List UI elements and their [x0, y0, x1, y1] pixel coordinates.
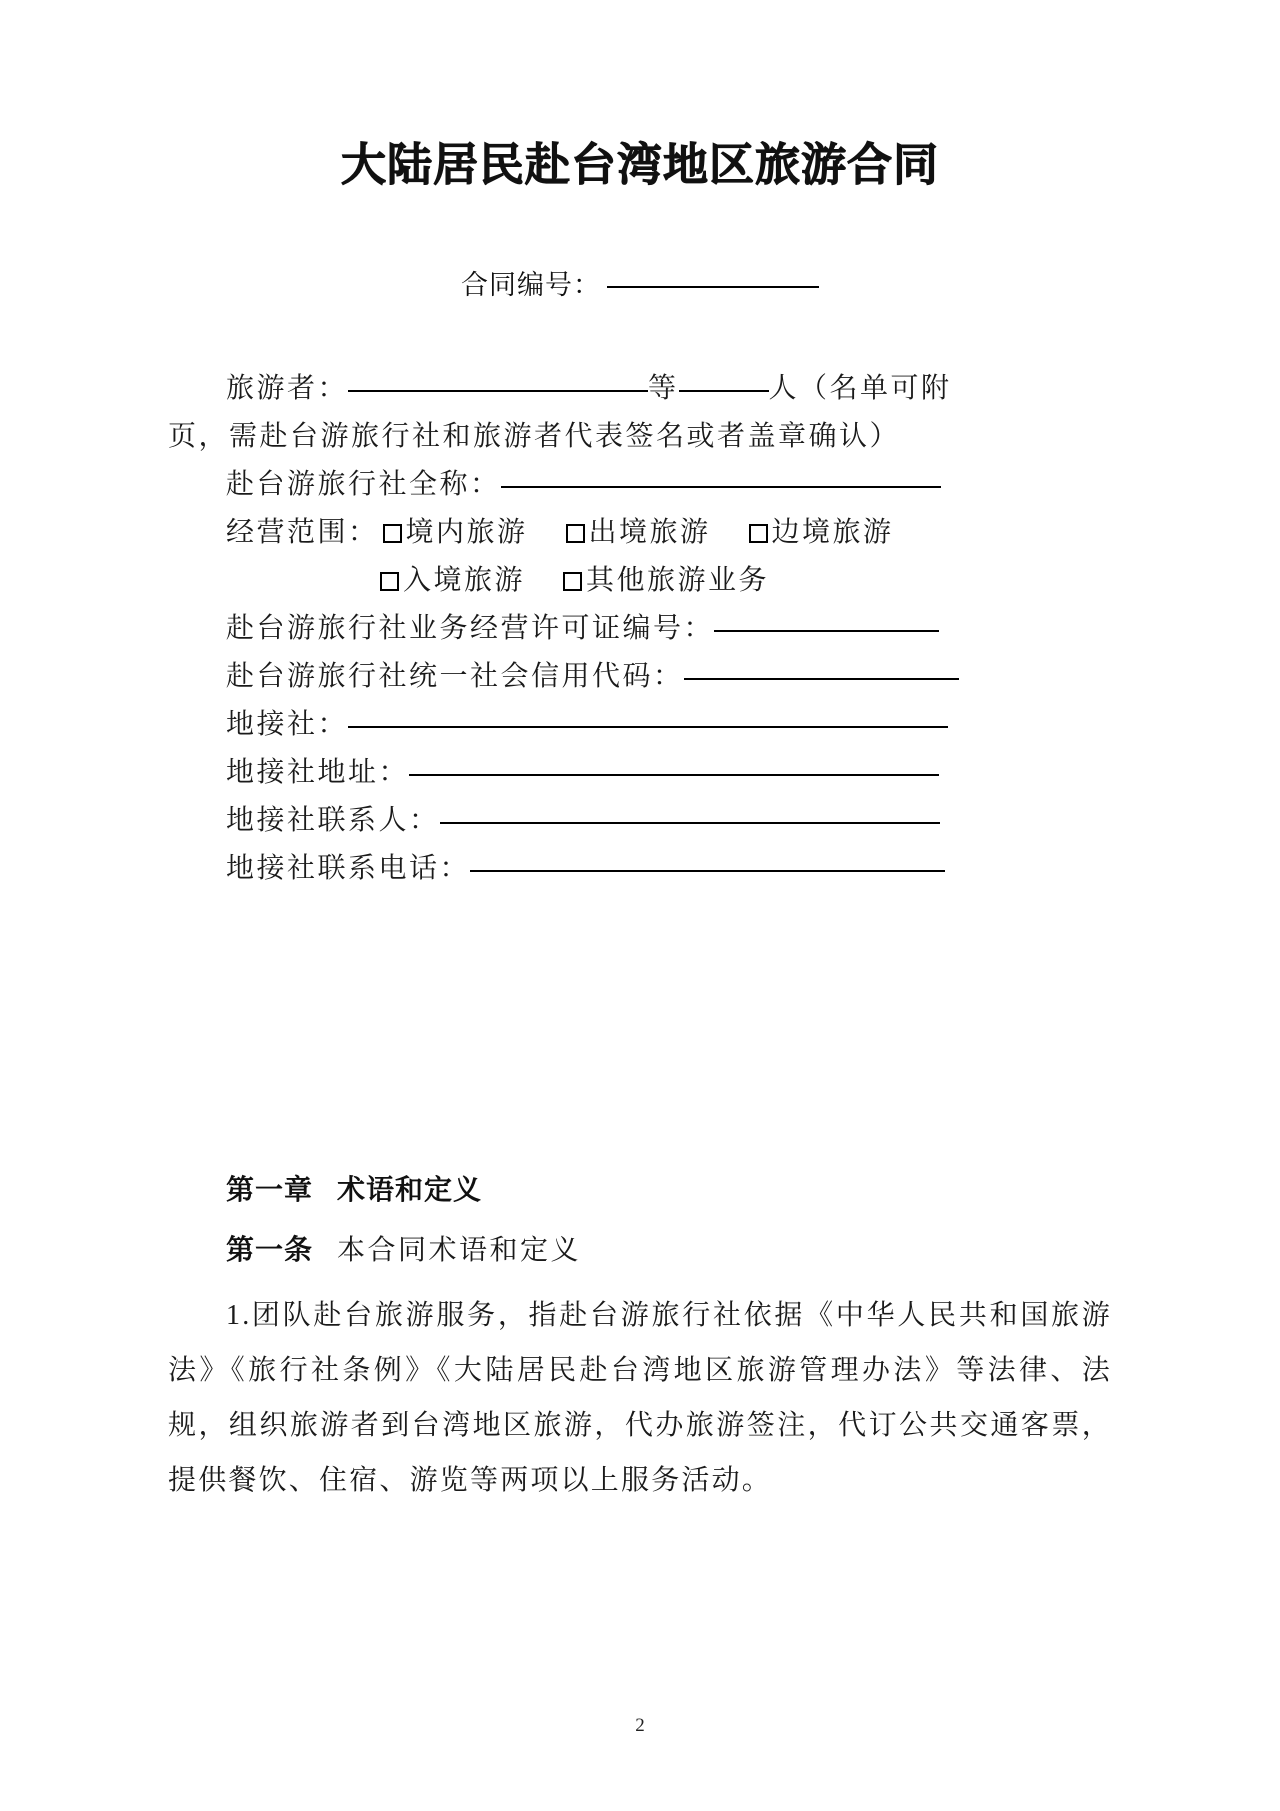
traveler-row: [168, 365, 1112, 413]
local-agency-address-blank[interactable]: [409, 774, 939, 776]
local-agency-phone-row: [168, 845, 1112, 893]
form-fields: [168, 365, 1112, 893]
checkbox-inbound-tour[interactable]: [380, 572, 399, 591]
page-title: 大陆居民赴台湾地区旅游合同: [340, 138, 939, 191]
contract-number-blank[interactable]: [607, 286, 819, 288]
local-agency-row: [168, 701, 1112, 749]
traveler-mid-label: 等: [648, 373, 679, 404]
article-heading: [226, 1228, 581, 1268]
option-label-outbound-tour: 出境旅游: [588, 517, 711, 548]
credit-code-label: 赴台游旅行社统一社会信用代码：: [226, 661, 684, 692]
local-agency-blank[interactable]: [348, 726, 948, 728]
local-agency-phone-blank[interactable]: [470, 870, 945, 872]
chapter-number: 第一章: [226, 1173, 314, 1206]
article-title: 本合同术语和定义: [337, 1235, 582, 1266]
business-scope-label: 经营范围：: [226, 517, 379, 548]
license-no-row: [168, 605, 1112, 653]
traveler-unit-label: 人（名单可附: [768, 373, 952, 404]
option-label-other-tour-business: 其他旅游业务: [586, 565, 770, 596]
paragraph-item-1: 1.团队赴台旅游服务，指赴台游旅行社依据《中华人民共和国旅游法》《旅行社条例》《大陆居民赴台湾地区旅游管理办法》等法律、法规，组织旅游者到台湾地区旅游，代办旅游签注，代订公共交通客票，提供餐饮、住宿、游览等两项以上服务活动。: [168, 1300, 1112, 1496]
chapter-title: 术语和定义: [337, 1173, 483, 1206]
business-scope-row-2: [168, 557, 1112, 605]
traveler-wrap-text: 页，需赴台游旅行社和旅游者代表签名或者盖章确认）: [168, 421, 901, 452]
contract-number-line: [0, 263, 1280, 302]
local-agency-contact-label: 地接社联系人：: [226, 805, 440, 836]
license-no-label: 赴台游旅行社业务经营许可证编号：: [226, 613, 715, 644]
agency-name-label: 赴台游旅行社全称：: [226, 469, 501, 500]
license-no-blank[interactable]: [714, 630, 939, 632]
option-label-inbound-tour: 入境旅游: [403, 565, 526, 596]
traveler-label: 旅游者：: [226, 373, 349, 404]
contract-number-label: 合同编号：: [461, 270, 601, 301]
local-agency-label: 地接社：: [226, 709, 349, 740]
local-agency-phone-label: 地接社联系电话：: [226, 853, 471, 884]
option-label-border-tour: 边境旅游: [771, 517, 894, 548]
traveler-name-blank[interactable]: [348, 390, 648, 392]
checkbox-other-tour-business[interactable]: [563, 572, 582, 591]
credit-code-blank[interactable]: [684, 678, 959, 680]
agency-name-row: [168, 461, 1112, 509]
local-agency-address-label: 地接社地址：: [226, 757, 410, 788]
local-agency-contact-blank[interactable]: [440, 822, 940, 824]
option-label-domestic-tour: 境内旅游: [405, 517, 528, 548]
traveler-count-blank[interactable]: [679, 390, 769, 392]
page-number: 2: [635, 1715, 645, 1736]
checkbox-border-tour[interactable]: [749, 524, 768, 543]
checkbox-outbound-tour[interactable]: [566, 524, 585, 543]
traveler-wrap-row: [168, 413, 1112, 461]
credit-code-row: [168, 653, 1112, 701]
checkbox-domestic-tour[interactable]: [383, 524, 402, 543]
local-agency-address-row: [168, 749, 1112, 797]
agency-name-blank[interactable]: [501, 486, 941, 488]
local-agency-contact-row: [168, 797, 1112, 845]
article-number: 第一条: [226, 1233, 314, 1266]
chapter-heading: [226, 1168, 482, 1208]
business-scope-row-1: [168, 509, 1112, 557]
